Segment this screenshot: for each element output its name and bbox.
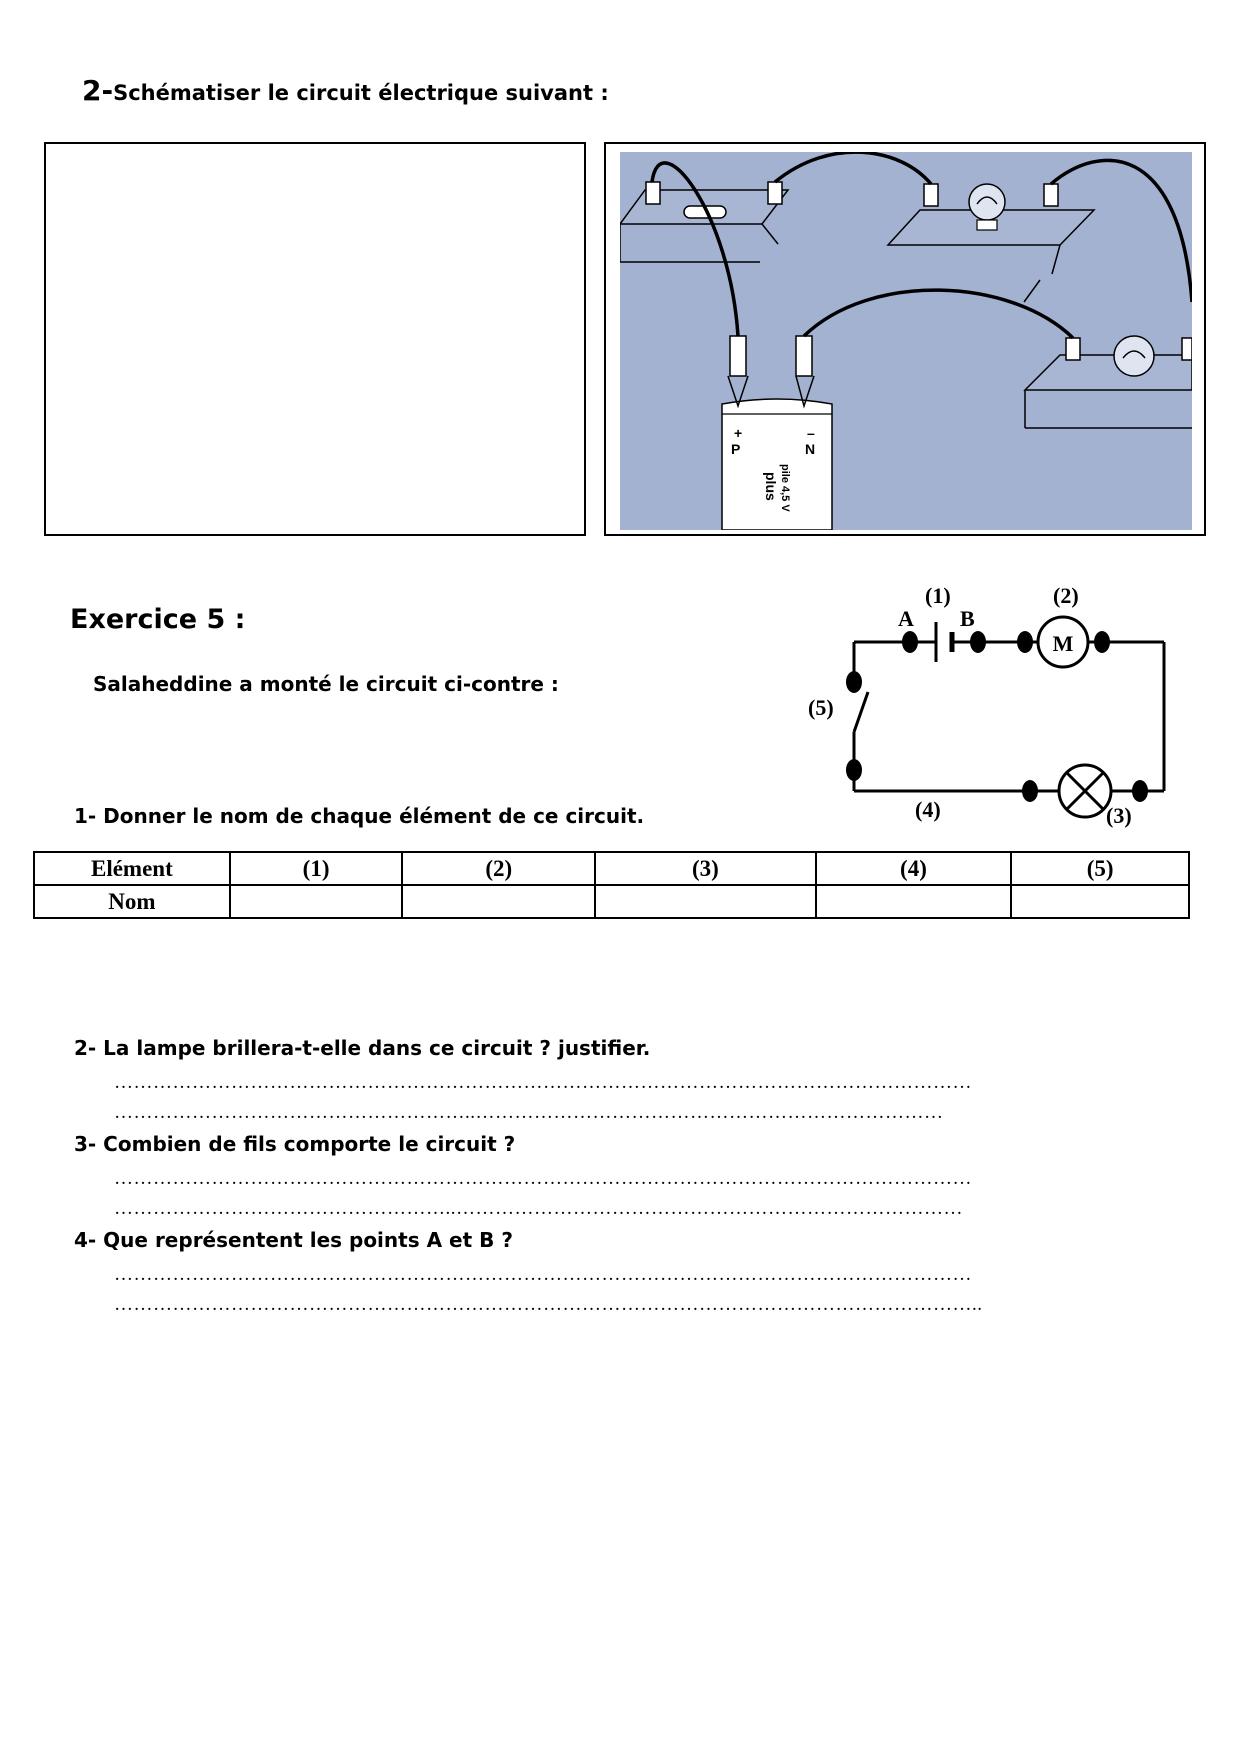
label-5: (5)	[808, 695, 834, 720]
question-4: 4- Que représentent les points A et B ?	[74, 1228, 513, 1252]
label-2: (2)	[1053, 583, 1079, 608]
battery-icon	[722, 399, 832, 530]
label-1: (1)	[925, 583, 951, 608]
table-header-cell: Elément	[34, 852, 230, 885]
wire-1	[652, 163, 738, 336]
circuit-photo	[620, 152, 1192, 530]
label-a: A	[898, 606, 914, 631]
label-4: (4)	[915, 797, 941, 822]
switch-icon	[854, 692, 868, 732]
answer-line[interactable]: ………………………………………………..………………………………………………………………	[114, 1102, 944, 1123]
answer-line[interactable]: ……………………………………………..……………………………………………………………………	[114, 1198, 963, 1219]
q2-text: Schématiser le circuit électrique suivant :	[113, 81, 609, 105]
question-3: 3- Combien de fils comporte le circuit ?	[74, 1132, 516, 1156]
motor-letter: M	[1052, 631, 1074, 656]
label-b: B	[960, 606, 975, 631]
q2-title	[82, 74, 609, 107]
battery-plus: +	[734, 425, 743, 441]
answer-line[interactable]: ……………………………………………………………………………………………………………………	[114, 1264, 972, 1285]
table-answer-cell[interactable]	[1011, 885, 1189, 918]
battery-brand: plus	[763, 472, 779, 501]
table-answer-cell[interactable]	[230, 885, 403, 918]
table-header-cell: (3)	[595, 852, 816, 885]
table-header-cell: (2)	[402, 852, 595, 885]
table-header-cell: (5)	[1011, 852, 1189, 885]
drawing-answer-box[interactable]	[44, 142, 586, 536]
question-1: 1- Donner le nom de chaque élément de ce circuit.	[74, 804, 645, 828]
battery-n: N	[805, 441, 816, 457]
label-3: (3)	[1106, 803, 1132, 828]
bulb-icon-bottom	[1114, 336, 1154, 376]
question-2: 2- La lampe brillera-t-elle dans ce circuit ? justifier.	[74, 1036, 651, 1060]
answer-line[interactable]: ……………………………………………………………………………………………………………………	[114, 1072, 972, 1093]
elements-table	[33, 851, 1190, 919]
battery-minus: –	[807, 425, 815, 441]
circuit-diagram	[800, 580, 1180, 830]
battery-p: P	[731, 441, 741, 457]
table-row-label: Nom	[34, 885, 230, 918]
table-answer-cell[interactable]	[595, 885, 816, 918]
circuit-photo-illustration	[620, 152, 1192, 530]
exercise-title: Exercice 5 :	[70, 604, 246, 635]
table-header-cell: (1)	[230, 852, 403, 885]
wire-2	[775, 152, 931, 184]
q2-number: 2-	[82, 74, 114, 107]
answer-line[interactable]: ……………………………………………………………………………………………………………………..	[114, 1294, 983, 1315]
wire-4	[804, 290, 1073, 338]
table-row	[34, 885, 1189, 918]
lamp-board-bottom	[1025, 355, 1192, 390]
table-answer-cell[interactable]	[816, 885, 1012, 918]
table-header-row	[34, 852, 1189, 885]
bulb-icon-top	[969, 184, 1005, 220]
table-answer-cell[interactable]	[402, 885, 595, 918]
table-header-cell: (4)	[816, 852, 1012, 885]
exercise-intro: Salaheddine a monté le circuit ci-contre :	[93, 672, 559, 696]
battery-label: pile 4,5 V	[779, 464, 791, 512]
answer-line[interactable]: ……………………………………………………………………………………………………………………	[114, 1168, 972, 1189]
